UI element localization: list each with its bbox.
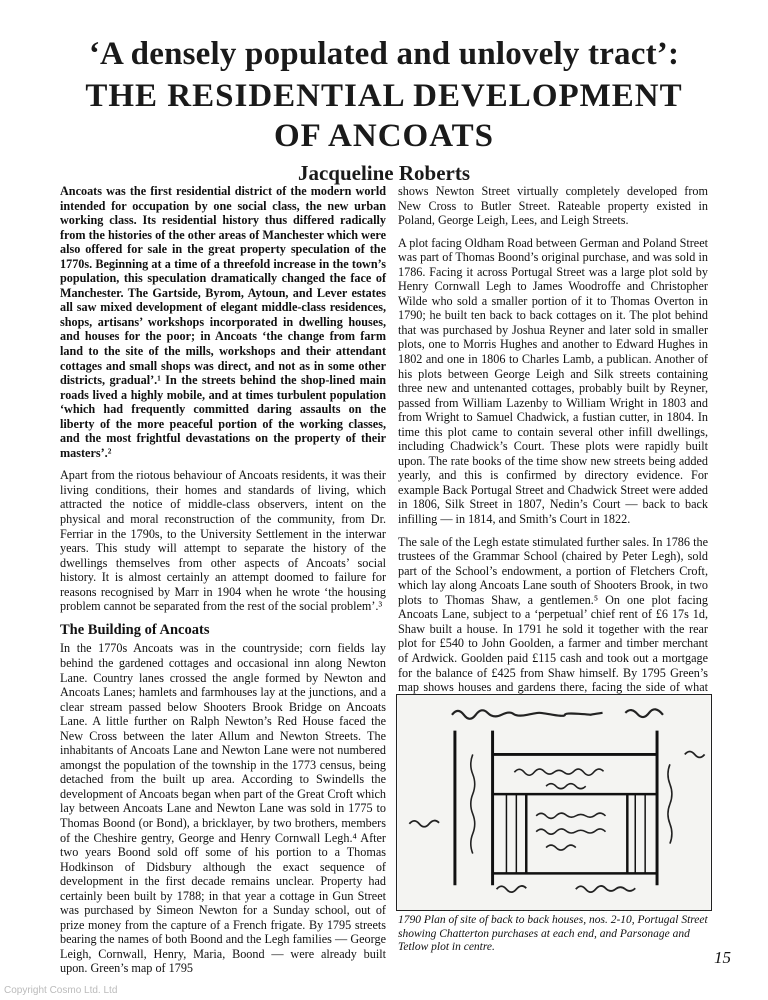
author-name: Jacqueline Roberts [297,161,471,185]
body-paragraph: The sale of the Legh estate stimulated further sales. In 1786 the trustees of the Grammar School (chaired by Peter Legh), sold part of the School’s endowment, a portion of Fletchers Croft, which lay along Ancoats Lane south of Shooters Brook, in two plots to Thomas Shaw, a gentlemen.⁵ On one plot facing Ancoats Lane, subject to a ‘perpetual’ chief rent of £6 17s 1d, Shaw built a house. In 1791 he sold it together with the rear plot for £540 to John Goolden, a farmer and timber merchant of Ardwick. Goolden paid £115 cash and took out a mortgage for the balance of £425 from Shaw himself. By 1795 Green’s map shows houses and gardens there, facing the side of what [398,534,708,695]
historic-plan-figure [396,694,712,911]
left-column [60,184,386,976]
body-paragraph: A plot facing Oldham Road between German and Poland Street was part of Thomas Boond’s original purchase, and was sold in 1786. Facing it across Portugal Street was a large plot sold by Henry Cornwall Legh to James Woodroffe and Christopher Wilde who sold a smaller portion of it to Thomas Overton in 1790; he built ten back to back cottages on it. The plot behind that was purchased by Joshua Reyner and later sold in smaller plots, one to Morris Hughes and another to Edward Hughes in 1802 and one in 1806 to Charles Lamb, a publican. Another of his plots between George Leigh and Silk streets containing three new and untenanted cottages, probably built by Reyner, passed from William Lazenby to William Wright in 1803 and from Wright to Samuel Chadwick, a fustian cutter, in 1804. In time this plot came to contain several other infill dwellings, including Chadwick’s Court. These plots were rapidly built upon. The rate books of the time show new streets being added yearly, and this is confirmed by directory evidence. For example Back Portugal Street and Chadwick Street were added in 1806, Silk Street in 1807, Nedin’s Court — back to back infilling — in 1814, and Smith’s Court in 1822. [398,235,708,527]
body-paragraph: Apart from the riotous behaviour of Ancoats residents, it was their living conditions, their homes and standards of living, which attracted the notice of middle-class observers, intent on the physical and moral reconstruction of the community, from Dr. Ferriar in the 1790s, to the University Settlement in the interwar years. This study will attempt to separate the history of the dwellings themselves from other aspects of Ancoats’ social history. It is almost certainly an attempt doomed to failure for reasons recognised by Marr in 1904 when he wrote ‘the housing problem cannot be separated from the rest of the social problem’.³ [60,468,386,614]
right-column [398,184,708,709]
section-heading: The Building of Ancoats [60,621,210,638]
article-title-line-1: ‘A densely populated and unlovely tract’: [88,36,680,72]
intro-paragraph: Ancoats was the first residential district of the modern world intended for occupation by one social class, the new urban working class. Its residential history thus differed radically from the histories of the other areas of Manchester which were also offered for sale in the great property speculation of the 1770s. Beginning at a time of a threefold increase in the town’s population, this speculation dramatically changed the face of Manchester. The Gartside, Byrom, Aytoun, and Lever estates all saw mixed development of elegant middle-class residences, shops, artisans’ workshops incorporated in dwelling houses, and houses for the poor; in Ancoats ‘the change from farm land to the site of the mills, workshops and their attendant cottages and small shops was direct, and not as in some other districts, gradual’.¹ In the streets behind the shop-lined main roads lived a highly mobile, and at times turbulent population ‘which had frequently committed daring assaults on the liberty of the more peaceful portion of the working classes, and the most frightful devastations on the property of their masters’.² [60,184,386,460]
page-number: 15 [714,948,731,967]
copyright-watermark: Copyright Cosmo Ltd. Ltd [4,985,118,996]
body-paragraph: shows Newton Street virtually completely developed from New Cross to Butler Street. Rateable property existed in Poland, George Leigh, Lees, and Leigh Streets. [398,184,708,228]
body-paragraph: In the 1770s Ancoats was in the countryside; corn fields lay behind the gardened cottages and occasional inn along Newton Lane. Country lanes crossed the angle formed by Newton and Ancoats Lanes; hamlets and farmhouses lay at the junctions, and a clear stream passed below Shooters Brook Bridge on Ancoats Lane. A little further on Ralph Newton’s Red House faced the New Cross between the later Allum and Newton Streets. The inhabitants of Ancoats Lane and Newton Lane were not numbered amongst the population of the township in the 1773 census, being detached from the built up area. According to Swindells the development of Ancoats began when part of the Great Croft which lay between Ancoats Lane and Newton Lane was sold in 1775 to Thomas Boond (or Bond), a bricklayer, by two brothers, members of the Cheshire gentry, George and Henry Cornwall Legh.⁴ After two years Boond sold off some of his portion to a Thomas Hodkinson of Didsbury although the exact sequence of development in the first decade remains unclear. Property had certainly been built by 1788; in that year a cottage in Gun Street was purchased by Simeon Newton for a Sunday school, out of prize money from the capture of a French frigate. By 1795 streets bearing the names of both Boond and the Legh families — George Leigh, Cornwall, Henry, Maria, Boond — were already built upon. Green’s map of 1795 [60,641,386,976]
article-title-line-2: THE RESIDENTIAL DEVELOPMENT [85,78,683,114]
article-title-line-3: OF ANCOATS [274,118,494,154]
figure-caption: 1790 Plan of site of back to back houses, nos. 2-10, Portugal Street showing Chatterton purchases at each end, and Parsonage and Tetlow plot in centre. [398,914,708,953]
plan-drawing [397,695,711,910]
